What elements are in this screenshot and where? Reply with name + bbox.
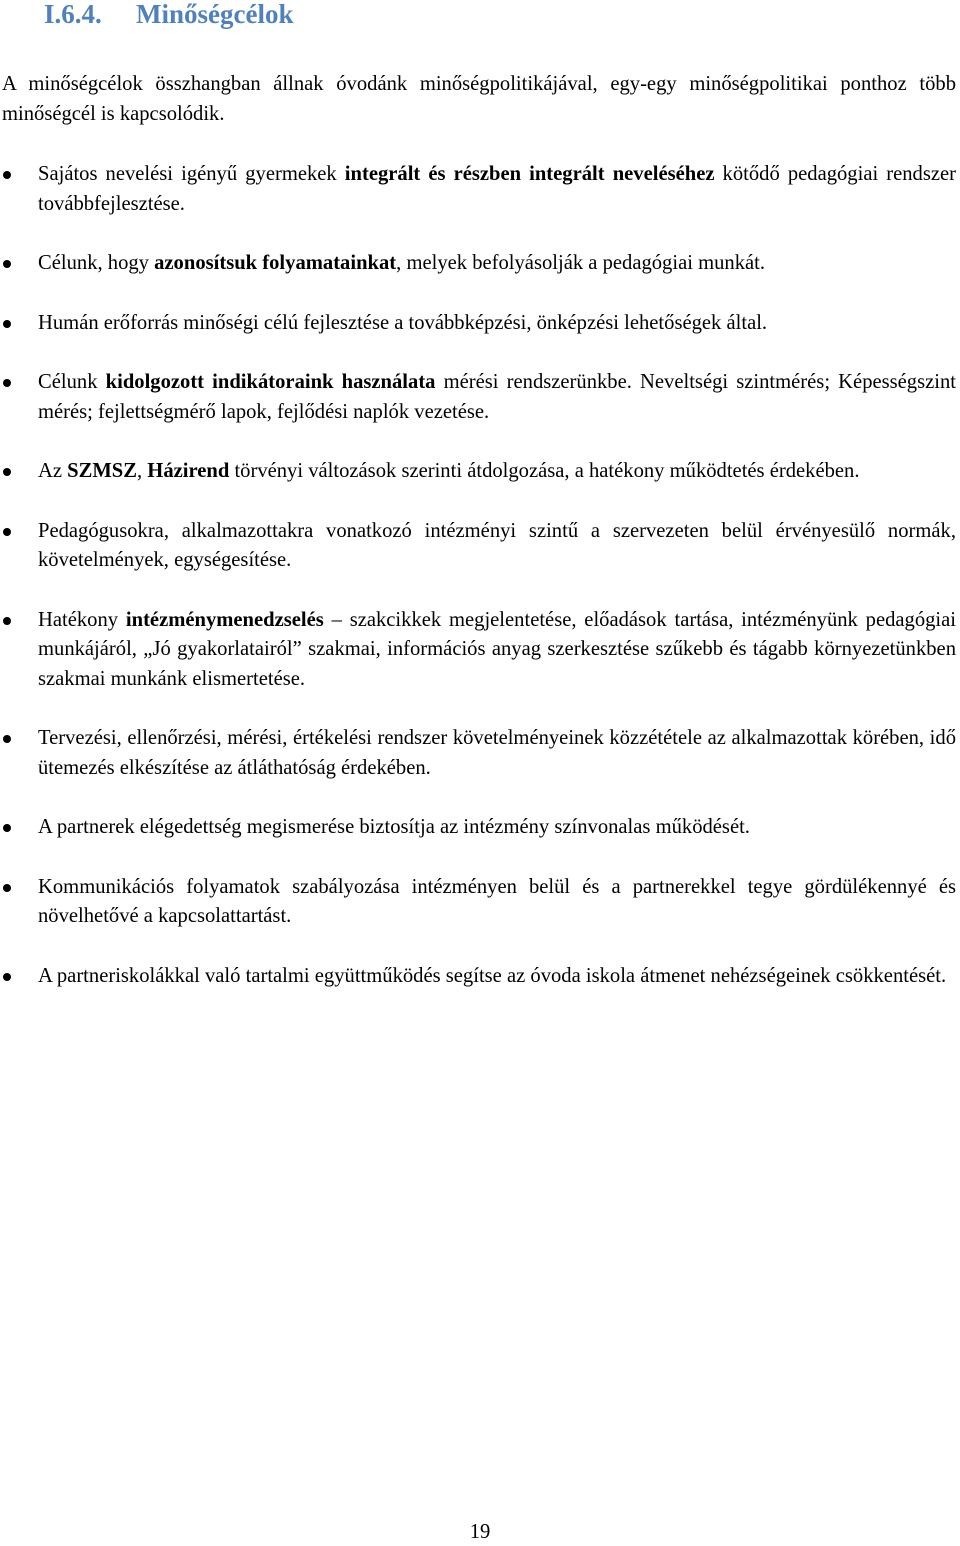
bullet-dot-icon xyxy=(3,973,11,981)
intro-paragraph: A minőségcélok összhangban állnak óvodánk minőségpolitikájával, egy-egy minőségpolitikai ponthoz több minőségcél is kapcsolódik. xyxy=(2,73,956,125)
emphasized-text: SZMSZ xyxy=(67,460,137,482)
list-item xyxy=(0,724,956,783)
bullet-dot-icon xyxy=(3,884,11,892)
list-item xyxy=(0,813,956,843)
list-item-text: Hatékony xyxy=(38,608,126,631)
list-item-text: , melyek befolyásolják a pedagógiai munkát. xyxy=(396,252,765,274)
list-item-text: A partnerek elégedettség megismerése biztosítja az intézmény színvonalas működését. xyxy=(38,816,750,838)
list-item xyxy=(0,249,956,279)
list-item-text: Sajátos nevelési igényű gyermekek xyxy=(38,163,345,185)
list-item xyxy=(0,309,956,339)
bullet-dot-icon xyxy=(3,617,11,625)
bullet-dot-icon xyxy=(3,528,11,536)
section-heading xyxy=(44,0,293,32)
list-item-text: Az xyxy=(38,460,68,482)
list-item-text: Pedagógusokra, alkalmazottakra vonatkozó intézményi szintű a szervezeten belül érvényesülő normák, követelmények, egységesítése. xyxy=(38,519,956,571)
list-item xyxy=(0,873,956,932)
section-number: I.6.4. xyxy=(44,0,102,29)
bullet-dot-icon xyxy=(3,379,11,387)
bullet-dot-icon xyxy=(3,735,11,743)
list-item-text: Tervezési, ellenőrzési, mérési, értékelési rendszer követelményeinek közzététele az alkalmazottak körében, idő ütemezés elkészítése az átláthatóság érdekében. xyxy=(38,727,956,779)
list-item-text: Célunk, hogy xyxy=(38,252,155,274)
list-item-text: , xyxy=(137,460,148,482)
section-title: Minőségcélok xyxy=(136,0,294,29)
list-item-text: kötődő pedagógiai rendszer továbbfejlesztése. xyxy=(38,163,956,215)
emphasized-text: azonosítsuk folyamatainkat xyxy=(154,252,397,274)
list-item-text: Célunk xyxy=(38,371,106,393)
page-number: 19 xyxy=(469,1521,491,1543)
bullet-dot-icon xyxy=(3,260,11,268)
list-item xyxy=(0,368,956,427)
list-item xyxy=(0,606,956,695)
list-item-text: mérési rendszerünkbe. Neveltségi szintmérés; Képességszint mérés; fejlettségmérő lapok, fejlődési naplók vezetése. xyxy=(38,371,956,423)
quality-goals-list xyxy=(0,160,956,1021)
list-item xyxy=(0,962,956,992)
list-item-text: Kommunikációs folyamatok szabályozása intézményen belül és a partnerekkel tegye gördülékennyé és növelhetővé a kapcsolattartást. xyxy=(38,875,956,927)
list-item-text: Humán erőforrás minőségi célú fejlesztése a továbbképzési, önképzési lehetőségek által. xyxy=(38,311,768,334)
bullet-dot-icon xyxy=(3,468,11,476)
emphasized-text: integrált és részben integrált neveléséhez xyxy=(344,163,715,185)
list-item-text: A partneriskolákkal való tartalmi együttműködés segítse az óvoda iskola átmenet nehézségeinek csökkentését. xyxy=(38,964,947,987)
list-item-text: – szakcikkek megjelentetése, előadások tartása, intézményünk pedagógiai munkájáról, „Jó gyakorlatairól” szakmai, információs anyag szerkesztése szűkebb és tágabb környezetünkben szakmai munkánk elismertetése. xyxy=(38,608,956,690)
bullet-dot-icon xyxy=(3,171,11,179)
bullet-dot-icon xyxy=(3,320,11,328)
list-item xyxy=(0,517,956,576)
list-item-text: törvényi változások szerinti átdolgozása, a hatékony működtetés érdekében. xyxy=(229,460,860,482)
list-item xyxy=(0,160,956,219)
emphasized-text: intézménymenedzselés xyxy=(125,608,324,631)
emphasized-text: kidolgozott indikátoraink használata xyxy=(105,371,436,393)
emphasized-text: Házirend xyxy=(147,460,230,482)
list-item xyxy=(0,457,956,487)
bullet-dot-icon xyxy=(3,824,11,832)
